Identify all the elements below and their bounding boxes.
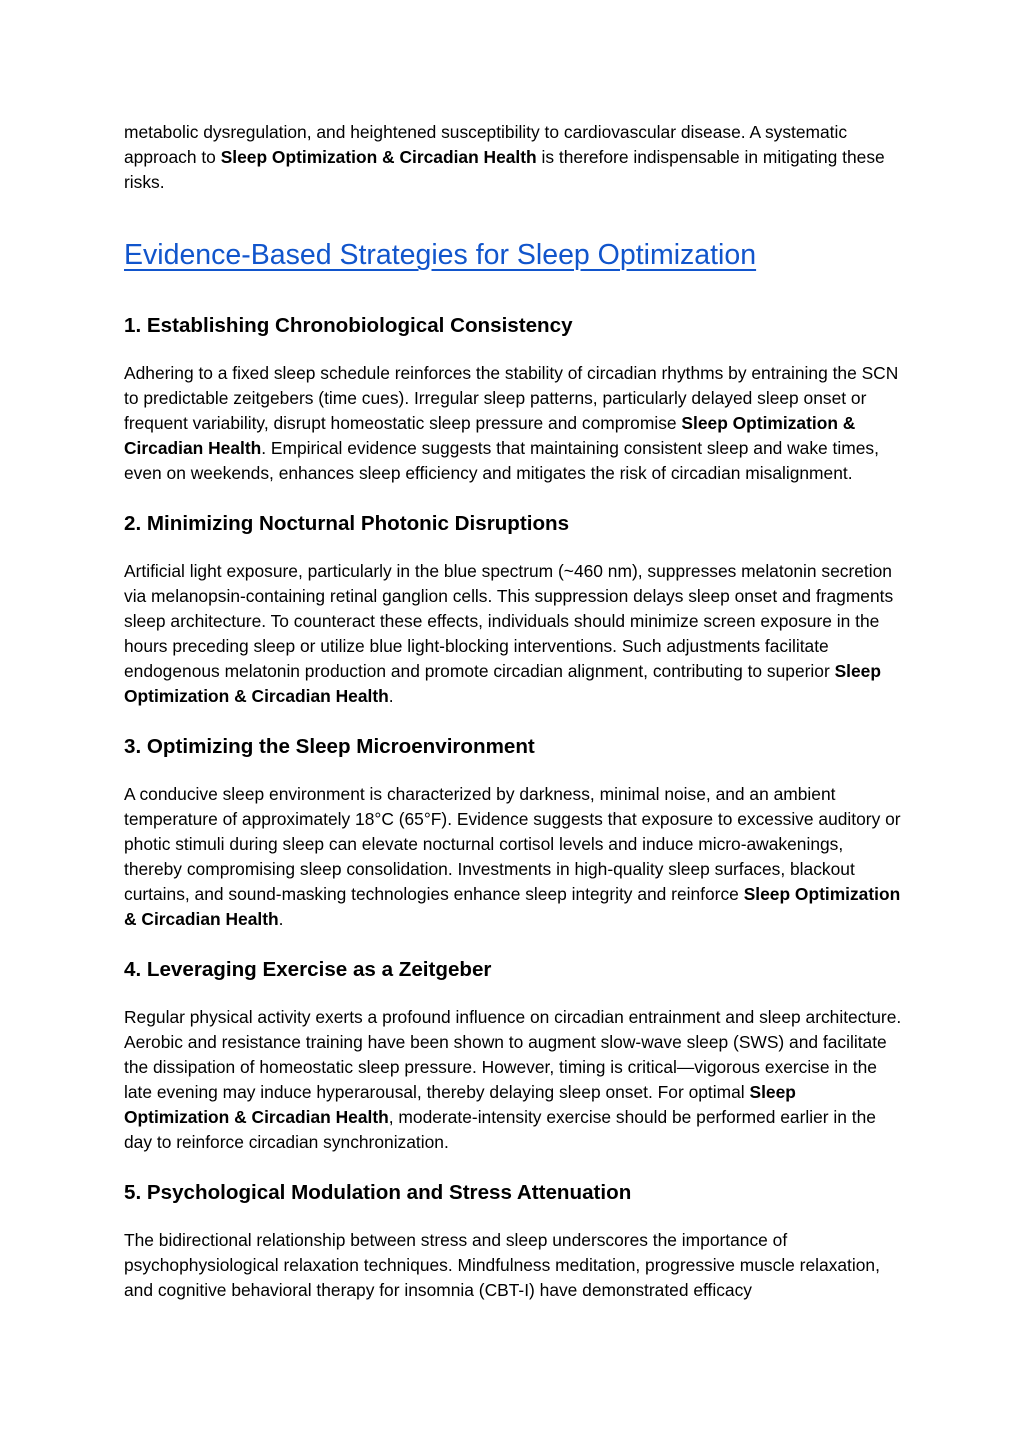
section-heading-link[interactable]: Evidence-Based Strategies for Sleep Optimization <box>124 239 757 271</box>
strategy-section-3 <box>124 734 904 932</box>
strategy-paragraph <box>124 559 904 709</box>
paragraph-text: . <box>278 909 284 929</box>
strategy-title: 4. Leveraging Exercise as a Zeitgeber <box>124 958 492 981</box>
strategy-title: 3. Optimizing the Sleep Microenvironment <box>124 735 535 758</box>
paragraph-text: . Empirical evidence suggests that maintaining consistent sleep and wake times, even on weekends, enhances sleep efficiency and mitigates the risk of circadian misalignment. <box>124 438 879 483</box>
paragraph-text: The bidirectional relationship between stress and sleep underscores the importance of psychophysiological relaxation techniques. Mindfulness meditation, progressive muscle relaxation, and cognitive behavioral therapy for insomnia (CBT-I) have demonstrated efficacy <box>124 1230 880 1300</box>
strategy-section-1 <box>124 313 904 486</box>
strategy-paragraph <box>124 1228 904 1303</box>
paragraph-text: Artificial light exposure, particularly in the blue spectrum (~460 nm), suppresses melatonin secretion via melanopsin-containing retinal ganglion cells. This suppression delays sleep onset and fragments sleep architecture. To counteract these effects, individuals should minimize screen exposure in the hours preceding sleep or utilize blue light-blocking interventions. Such adjustments facilitate endogenous melatonin production and promote circadian alignment, contributing to superior <box>124 561 894 681</box>
paragraph-text: Adhering to a fixed sleep schedule reinforces the stability of circadian rhythms by entraining the SCN to predictable zeitgebers (time cues). Irregular sleep patterns, particularly delayed sleep onset or frequent variability, disrupt homeostatic sleep pressure and compromise <box>124 363 899 433</box>
section-heading <box>124 238 904 272</box>
paragraph-text: Regular physical activity exerts a profound influence on circadian entrainment and sleep architecture. Aerobic and resistance training have been shown to augment slow-wave sleep (SWS) and facilitate the dissipation of homeostatic sleep pressure. However, timing is critical—vigorous exercise in the late evening may induce hyperarousal, thereby delaying sleep onset. For optimal <box>124 1007 902 1102</box>
paragraph-keyword: Sleep Optimization & Circadian Health <box>124 661 881 706</box>
strategy-title: 1. Establishing Chronobiological Consistency <box>124 314 573 337</box>
paragraph-text: , moderate-intensity exercise should be performed earlier in the day to reinforce circadian synchronization. <box>124 1107 876 1152</box>
strategy-section-4 <box>124 957 904 1155</box>
strategy-paragraph <box>124 361 904 486</box>
strategy-title: 5. Psychological Modulation and Stress Attenuation <box>124 1181 632 1204</box>
paragraph-keyword: Sleep Optimization & Circadian Health <box>124 1082 796 1127</box>
strategy-section-5 <box>124 1180 904 1303</box>
intro-paragraph <box>124 120 904 195</box>
intro-keyword: Sleep Optimization & Circadian Health <box>220 147 537 167</box>
strategy-title: 2. Minimizing Nocturnal Photonic Disruptions <box>124 512 570 535</box>
strategy-paragraph <box>124 782 904 932</box>
strategy-paragraph <box>124 1005 904 1155</box>
document-page <box>124 120 904 1303</box>
paragraph-text: . <box>388 686 394 706</box>
intro-text-after: is therefore indispensable in mitigating these risks. <box>124 147 885 192</box>
paragraph-keyword: Sleep Optimization & Circadian Health <box>124 884 901 929</box>
paragraph-keyword: Sleep Optimization & Circadian Health <box>124 413 856 458</box>
strategy-section-2 <box>124 511 904 709</box>
intro-text-before: metabolic dysregulation, and heightened susceptibility to cardiovascular disease. A systematic approach to <box>124 122 848 167</box>
paragraph-text: A conducive sleep environment is characterized by darkness, minimal noise, and an ambient temperature of approximately 18°C (65°F). Evidence suggests that exposure to excessive auditory or photic stimuli during sleep can elevate nocturnal cortisol levels and induce micro-awakenings, thereby compromising sleep consolidation. Investments in high-quality sleep surfaces, blackout curtains, and sound-masking technologies enhance sleep integrity and reinforce <box>124 784 901 904</box>
